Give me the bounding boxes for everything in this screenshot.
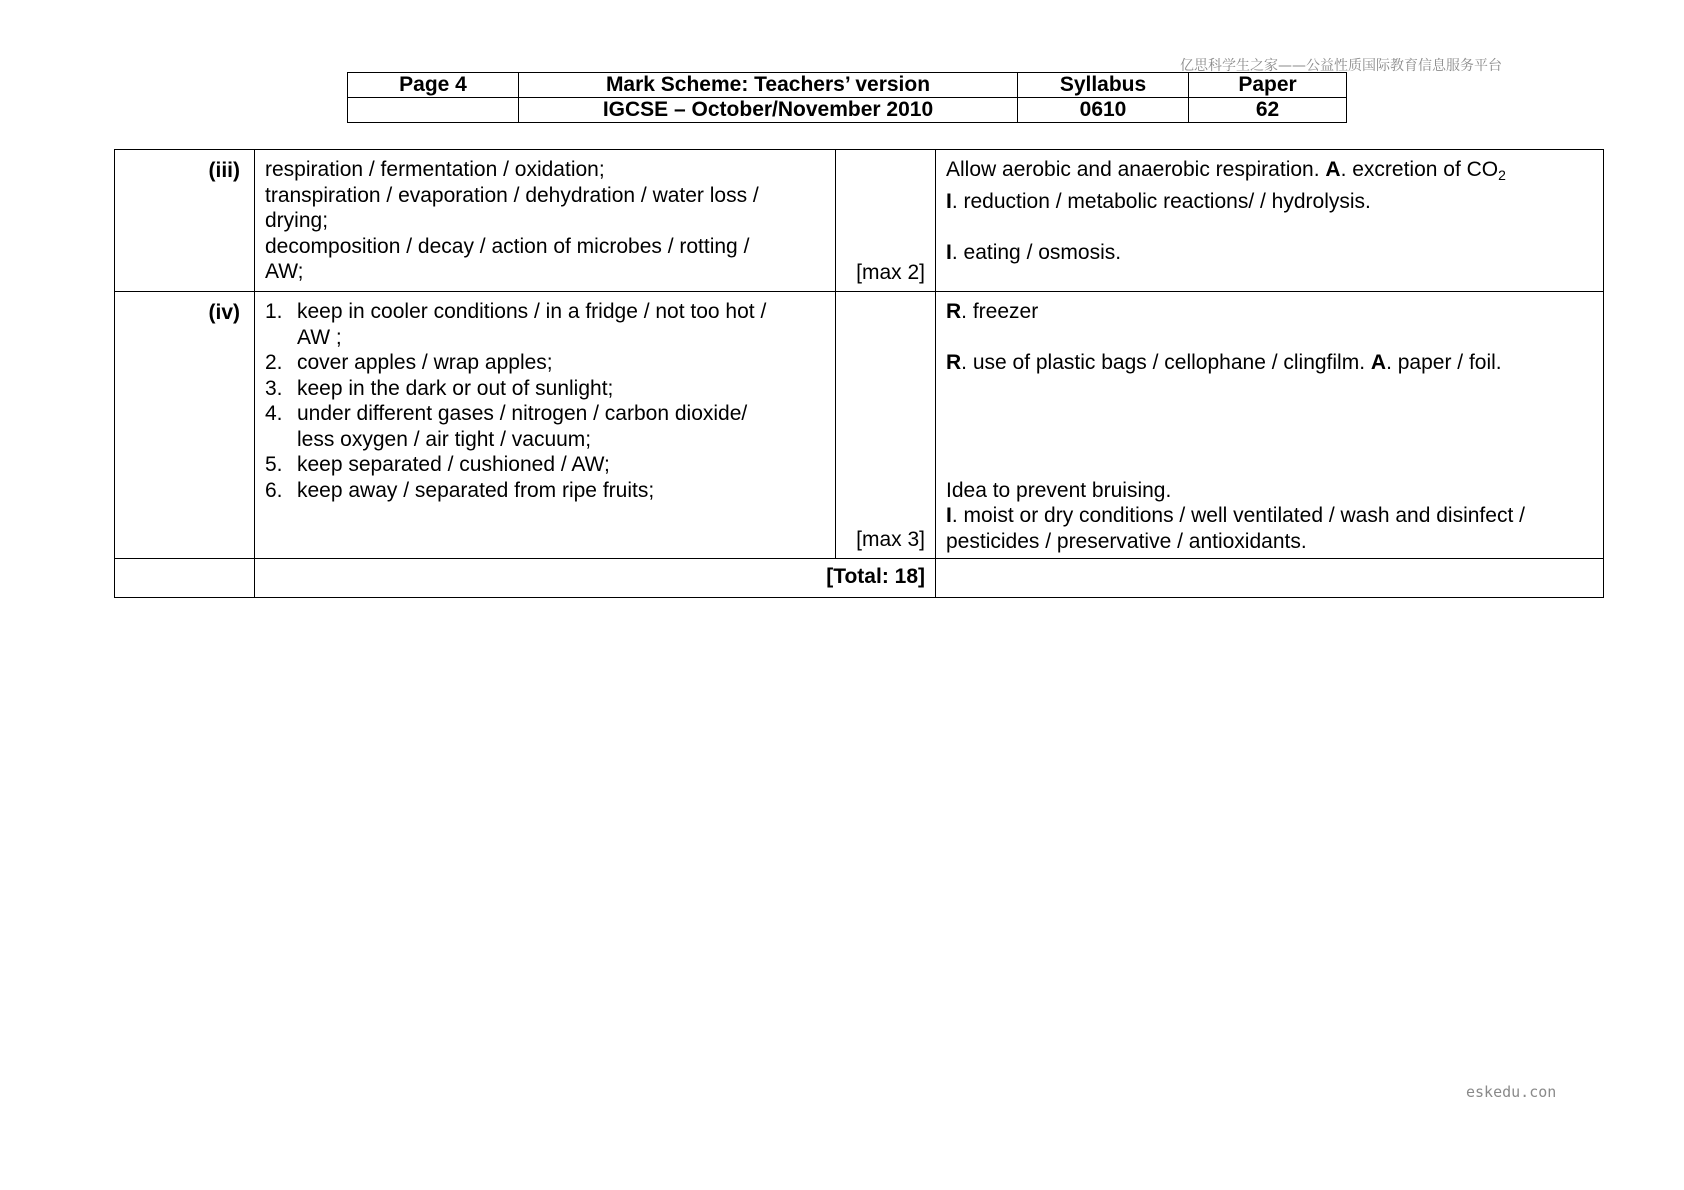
answer-points [265,299,825,503]
answer-cell [255,292,836,559]
guidance-line: R. freezer [946,300,1039,323]
header-table [347,72,1347,123]
list-item: 2. cover apples / wrap apples; [265,351,553,374]
watermark-bottom: eskedu.con [1466,1083,1557,1101]
answer-line: respiration / fermentation / oxidation; [265,158,605,181]
empty-cell [115,559,255,598]
total-marks: [Total: 18] [255,559,936,598]
list-item: 3. keep in the dark or out of sunlight; [265,376,614,400]
document-title: Mark Scheme: Teachers’ version [519,73,1018,98]
answer-line: AW; [265,260,304,283]
paper-number: 62 [1189,98,1347,123]
max-mark: [max 2] [836,150,936,292]
guidance-line: R. use of plastic bags / cellophane / clingfilm. A. paper / foil. [946,351,1502,374]
max-mark: [max 3] [836,292,936,559]
page-number: Page 4 [348,73,519,98]
list-item: 1. keep in cooler conditions / in a fridge / not too hot / AW ; [265,300,767,349]
guidance-cell [936,292,1604,559]
list-item: 5. keep separated / cushioned / AW; [265,453,610,476]
mark-scheme-table [114,149,1604,598]
table-row [115,559,1604,598]
syllabus-code: 0610 [1018,98,1189,123]
answer-cell [255,150,836,292]
answer-line: drying; [265,209,329,232]
guidance-line: Allow aerobic and anaerobic respiration. A. excretion of $CO_2$ [946,158,1506,183]
guidance-line: Idea to prevent bruising. [946,478,1172,502]
paper-label: Paper [1189,73,1347,98]
guidance-cell [936,150,1604,292]
guidance-line: I. reduction / metabolic reactions/ / hydrolysis. [946,189,1371,213]
syllabus-label: Syllabus [1018,73,1189,98]
answer-line: transpiration / evaporation / dehydration / water loss / [265,183,759,207]
watermark-top: 亿思科学生之家——公益性质国际教育信息服务平台 [1180,58,1502,74]
exam-session: IGCSE – October/November 2010 [519,98,1018,123]
empty-cell [936,559,1604,598]
guidance-line: I. eating / osmosis. [946,240,1122,264]
table-row [115,292,1604,559]
guidance-line: pesticides / preservative / antioxidants. [946,529,1307,553]
question-label: (iv) [115,292,255,559]
guidance-line: I. moist or dry conditions / well ventilated / wash and disinfect / [946,504,1525,527]
list-item: 4. under different gases / nitrogen / carbon dioxide/ less oxygen / air tight / vacuum; [265,402,748,451]
header-empty-cell [348,98,519,123]
list-item: 6. keep away / separated from ripe fruits; [265,478,655,502]
table-row [115,150,1604,292]
question-label: (iii) [115,150,255,292]
answer-line: decomposition / decay / action of microbes / rotting / [265,234,750,258]
